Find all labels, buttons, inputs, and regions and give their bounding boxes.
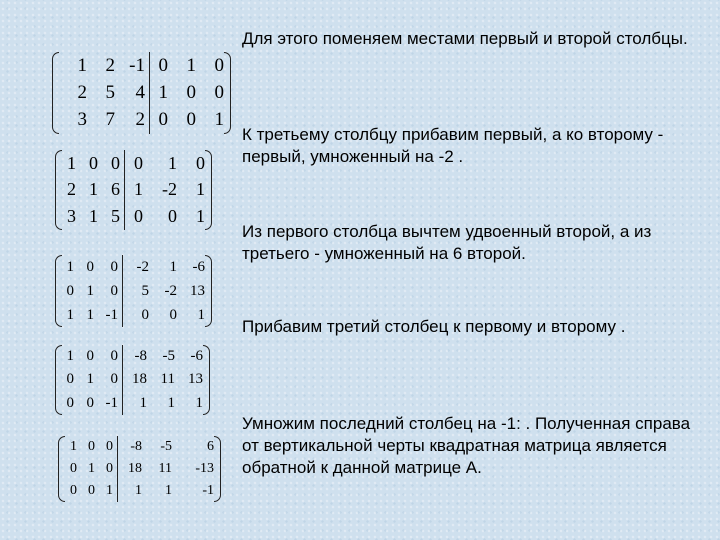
matrix-row (59, 55, 145, 77)
matrix-row (62, 307, 118, 324)
matrix-row (127, 283, 205, 300)
matrix-cell: 1 (66, 348, 74, 365)
step-1-text: Для этого поменяем местами первый и второй столбцы. (242, 29, 688, 48)
matrix-right-block (122, 436, 214, 502)
matrix-cell: 0 (169, 306, 177, 323)
matrix-cell: -2 (136, 258, 149, 275)
matrix-cell: 7 (105, 109, 115, 131)
matrix-row (62, 395, 118, 412)
matrix-3 (55, 255, 212, 327)
matrix-cell: 11 (158, 461, 172, 476)
matrix-cell: 3 (77, 109, 87, 131)
matrix-row (62, 259, 118, 276)
matrix-row (122, 439, 214, 455)
matrix-cell: 0 (86, 394, 94, 411)
matrix-left-block (65, 436, 113, 502)
matrix-cell: 11 (160, 371, 175, 388)
matrix-cell: 13 (188, 371, 203, 388)
matrix-row (62, 283, 118, 300)
matrix-right-block (127, 345, 203, 415)
matrix-row (65, 439, 113, 455)
step-4-text: Прибавим третий столбец к первому и второму . (242, 317, 626, 336)
matrix-body (62, 255, 205, 327)
matrix-cell: 1 (167, 394, 175, 411)
matrix-left-bracket (55, 345, 62, 415)
matrix-cell: 5 (141, 282, 149, 299)
matrix-row (127, 395, 203, 412)
matrix-row (154, 109, 224, 131)
augment-divider (124, 150, 125, 230)
matrix-left-block (62, 255, 118, 327)
matrix-cell: 1 (135, 483, 142, 498)
matrix-row (62, 206, 120, 227)
matrix-cell: 0 (111, 152, 120, 173)
matrix-cell: 0 (106, 461, 113, 476)
matrix-cell: 0 (70, 483, 77, 498)
matrix-cell: 0 (86, 348, 94, 365)
matrix-body (59, 52, 224, 134)
matrix-cell: 0 (110, 348, 118, 365)
matrix-row (65, 483, 113, 499)
matrix-cell: 1 (77, 54, 87, 76)
matrix-cell: 1 (197, 306, 205, 323)
matrix-row (154, 82, 224, 104)
matrix-cell: 1 (88, 461, 95, 476)
matrix-cell: -8 (130, 439, 142, 454)
matrix-cell: 0 (88, 439, 95, 454)
matrix-cell: 0 (168, 206, 177, 227)
matrix-row (62, 371, 118, 388)
matrix-row (122, 483, 214, 499)
matrix-4 (55, 345, 210, 415)
matrix-cell: 0 (106, 439, 113, 454)
matrix-left-bracket (55, 150, 62, 230)
matrix-left-block (59, 52, 145, 134)
matrix-left-bracket (55, 255, 62, 327)
matrix-cell: -6 (192, 258, 205, 275)
matrix-right-bracket (205, 255, 212, 327)
matrix-left-bracket (58, 436, 65, 502)
matrix-cell: 1 (66, 258, 74, 275)
matrix-cell: 3 (67, 206, 76, 227)
matrix-cell: 0 (66, 282, 74, 299)
matrix-body (62, 345, 203, 415)
matrix-cell: 2 (67, 179, 76, 200)
matrix-cell: 0 (110, 282, 118, 299)
matrix-cell: 4 (135, 81, 145, 103)
matrix-left-bracket (52, 52, 59, 134)
matrix-row (129, 153, 205, 174)
matrix-cell: 1 (214, 109, 224, 131)
matrix-cell: 1 (196, 206, 205, 227)
matrix-cell: -8 (134, 348, 147, 365)
matrix-row (127, 259, 205, 276)
matrix-cell: 1 (106, 483, 113, 498)
matrix-cell: 1 (86, 282, 94, 299)
matrix-cell: 13 (190, 282, 205, 299)
matrix-cell: 1 (195, 394, 203, 411)
matrix-right-block (127, 255, 205, 327)
matrix-cell: 0 (196, 152, 205, 173)
matrix-row (65, 461, 113, 477)
matrix-body (65, 436, 214, 502)
matrix-cell: 1 (169, 258, 177, 275)
matrix-cell: 1 (70, 439, 77, 454)
step-2-text: К третьему столбцу прибавим первый, а ко второму - первый, умноженный на -2 . (242, 125, 664, 166)
matrix-row (122, 461, 214, 477)
matrix-right-bracket (203, 345, 210, 415)
matrix-cell: -1 (202, 483, 214, 498)
matrix-cell: -2 (164, 282, 177, 299)
matrix-cell: 1 (86, 306, 94, 323)
matrix-row (154, 55, 224, 77)
matrix-cell: 1 (168, 152, 177, 173)
matrix-left-block (62, 345, 118, 415)
matrix-right-block (154, 52, 224, 134)
matrix-row (62, 179, 120, 200)
matrix-cell: -1 (105, 394, 118, 411)
matrix-cell: -6 (190, 348, 203, 365)
matrix-row (127, 348, 203, 365)
matrix-cell: 0 (70, 461, 77, 476)
matrix-row (127, 371, 203, 388)
matrix-cell: -1 (129, 54, 145, 76)
matrix-body (62, 150, 205, 230)
augment-divider (122, 345, 123, 415)
matrix-left-block (62, 150, 120, 230)
matrix-1 (52, 52, 231, 134)
matrix-cell: 1 (67, 152, 76, 173)
matrix-row (129, 179, 205, 200)
matrix-cell: 0 (66, 394, 74, 411)
matrix-cell: 0 (158, 54, 168, 76)
matrix-cell: 2 (77, 81, 87, 103)
matrix-cell: -5 (160, 439, 172, 454)
matrix-cell: 0 (214, 54, 224, 76)
matrix-cell: 2 (135, 109, 145, 131)
matrix-cell: 6 (111, 179, 120, 200)
matrix-right-bracket (205, 150, 212, 230)
matrix-cell: 0 (186, 81, 196, 103)
matrix-cell: 1 (89, 206, 98, 227)
matrix-cell: 18 (128, 461, 142, 476)
matrix-cell: 0 (89, 152, 98, 173)
matrix-cell: 6 (207, 439, 214, 454)
matrix-cell: 1 (66, 306, 74, 323)
matrix-cell: 1 (89, 179, 98, 200)
matrix-cell: -2 (162, 179, 177, 200)
matrix-cell: 1 (139, 394, 147, 411)
matrix-cell: 2 (105, 54, 115, 76)
matrix-row (59, 109, 145, 131)
matrix-cell: 0 (110, 258, 118, 275)
matrix-cell: 0 (214, 81, 224, 103)
augment-divider (117, 436, 118, 502)
matrix-cell: 0 (66, 371, 74, 388)
matrix-right-bracket (214, 436, 221, 502)
matrix-cell: 5 (105, 81, 115, 103)
matrix-right-bracket (224, 52, 231, 134)
matrix-row (59, 82, 145, 104)
matrix-cell: 0 (110, 371, 118, 388)
matrix-row (62, 348, 118, 365)
augment-divider (149, 52, 150, 134)
matrix-cell: -1 (105, 306, 118, 323)
matrix-cell: -13 (195, 461, 214, 476)
matrix-row (129, 206, 205, 227)
matrix-cell: 1 (86, 371, 94, 388)
matrix-cell: -5 (162, 348, 175, 365)
matrix-right-block (129, 150, 205, 230)
matrix-cell: 0 (158, 109, 168, 131)
matrix-cell: 0 (141, 306, 149, 323)
step-3-text: Из первого столбца вычтем удвоенный второй, а из третьего - умноженный на 6 второй. (242, 222, 652, 263)
matrix-cell: 0 (134, 152, 143, 173)
matrix-cell: 0 (134, 206, 143, 227)
matrix-row (127, 307, 205, 324)
matrix-cell: 0 (88, 483, 95, 498)
step-5-text: Умножим последний столбец на -1: . Полученная справа от вертикальной черты квадратная матрица является обратной к данной матрице А. (242, 414, 691, 477)
matrix-5 (58, 436, 221, 502)
matrix-row (62, 153, 120, 174)
matrix-cell: 1 (165, 483, 172, 498)
augment-divider (122, 255, 123, 327)
matrix-cell: 1 (186, 54, 196, 76)
matrix-cell: 5 (111, 206, 120, 227)
matrix-cell: 0 (186, 109, 196, 131)
matrix-cell: 1 (196, 179, 205, 200)
matrix-cell: 1 (158, 81, 168, 103)
matrix-cell: 1 (134, 179, 143, 200)
matrix-cell: 18 (132, 371, 147, 388)
matrix-cell: 0 (86, 258, 94, 275)
matrix-2 (55, 150, 212, 230)
